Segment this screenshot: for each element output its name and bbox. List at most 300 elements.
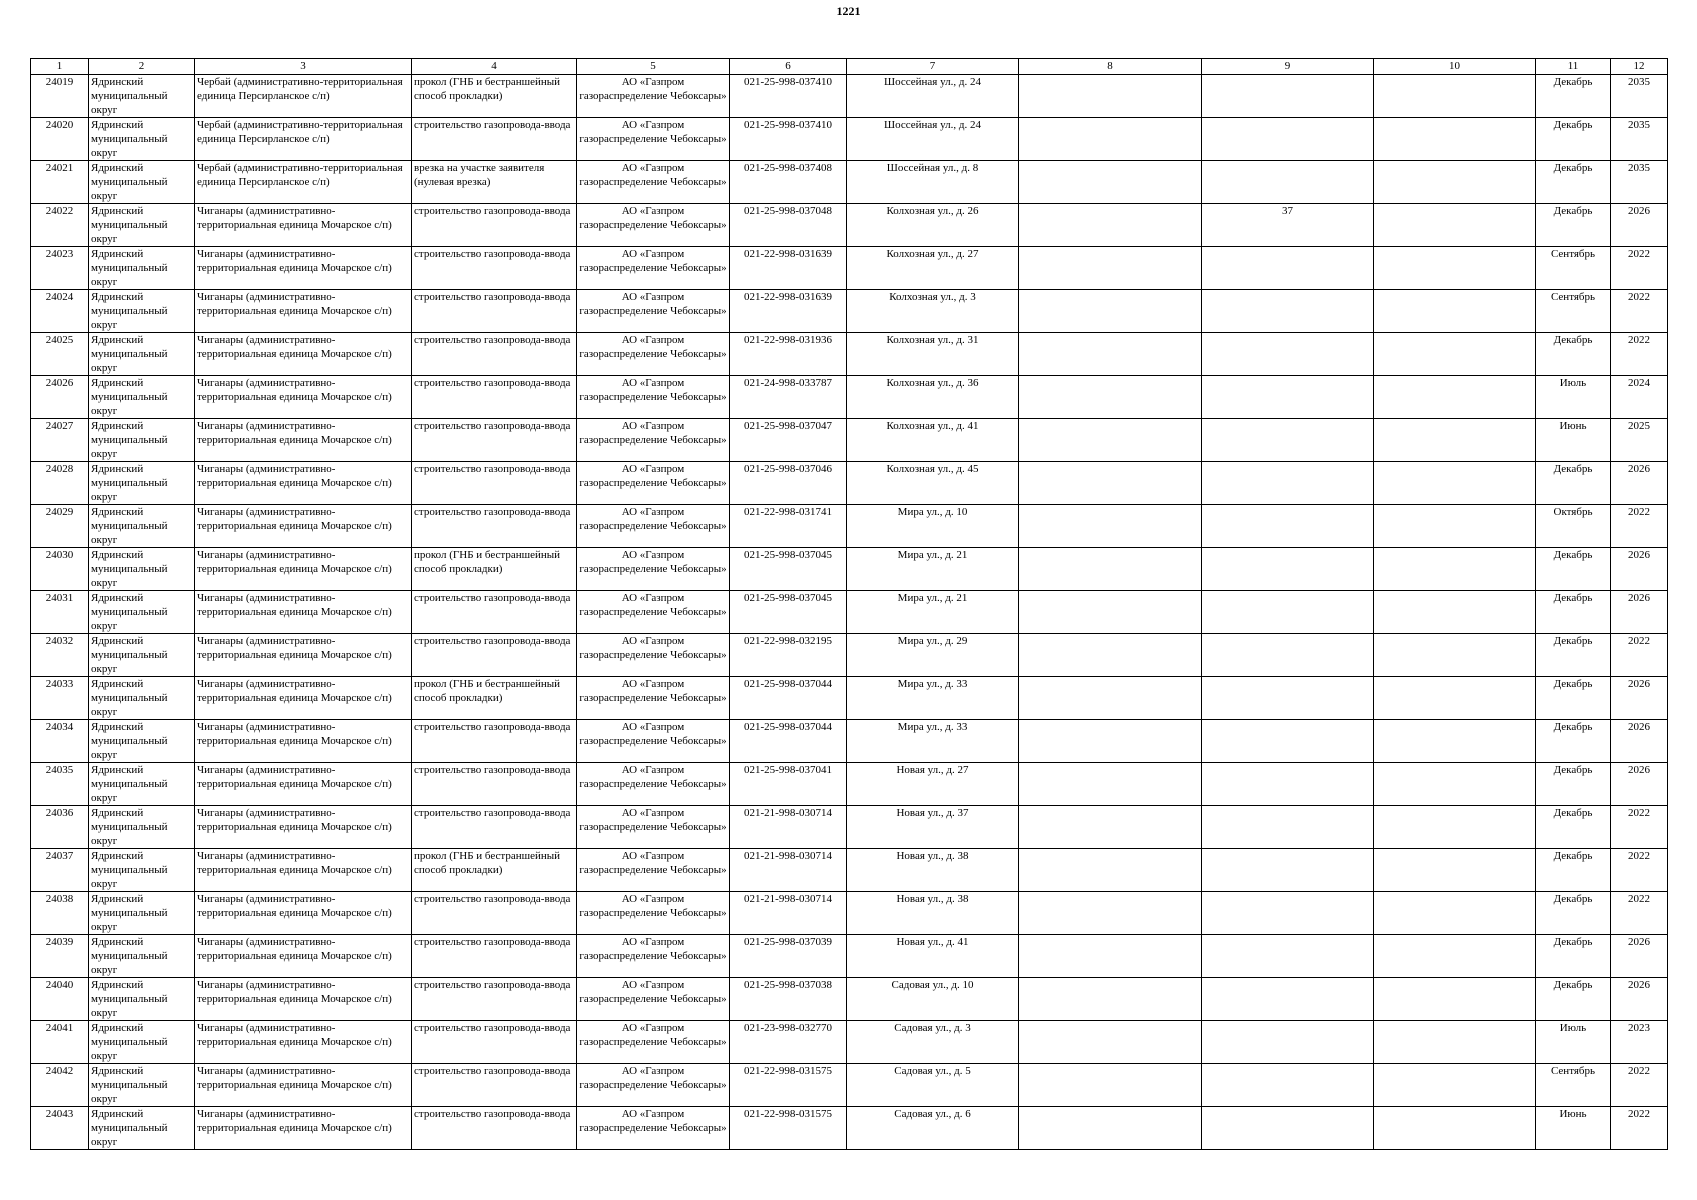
cell-text: 021-22-998-031936 [744, 334, 832, 346]
cell-row-number [31, 376, 89, 419]
cell-address [847, 333, 1019, 376]
cell-text: АО «Газпром газораспределение Чебоксары» [579, 162, 727, 188]
table-row [31, 1021, 1668, 1064]
cell-row-number [31, 763, 89, 806]
cell-work-type [412, 247, 577, 290]
cell-text: Колхозная ул., д. 31 [886, 334, 979, 346]
cell-organization [577, 763, 730, 806]
cell-text: 2035 [1628, 76, 1650, 88]
table-row [31, 892, 1668, 935]
column-header-2: 2 [89, 59, 195, 75]
cell-text: Чиганары (административно-территориальная единица Мочарское с/п) [197, 377, 392, 403]
cell-text: Декабрь [1553, 850, 1593, 862]
cell-request-number [730, 462, 847, 505]
cell-district [89, 1064, 195, 1107]
cell-text: Мира ул., д. 33 [897, 678, 968, 690]
cell-row-number [31, 677, 89, 720]
cell-text: Шоссейная ул., д. 24 [884, 76, 981, 88]
cell-settlement [195, 333, 412, 376]
cell-row-number [31, 720, 89, 763]
cell-work-type [412, 161, 577, 204]
cell-row-number [31, 290, 89, 333]
cell-text: строительство газопровода-ввода [414, 420, 571, 432]
cell-text: Декабрь [1553, 162, 1593, 174]
cell-col-8 [1019, 849, 1202, 892]
cell-district [89, 333, 195, 376]
cell-district [89, 806, 195, 849]
cell-organization [577, 806, 730, 849]
cell-text: Чиганары (административно-территориальная единица Мочарское с/п) [197, 936, 392, 962]
cell-text: 2035 [1628, 162, 1650, 174]
cell-year [1611, 204, 1668, 247]
cell-work-type [412, 849, 577, 892]
cell-text: строительство газопровода-ввода [414, 463, 571, 475]
cell-text: 2026 [1628, 205, 1650, 217]
cell-request-number [730, 1064, 847, 1107]
cell-address [847, 548, 1019, 591]
cell-text: прокол (ГНБ и бестраншейный способ прокладки) [414, 850, 561, 876]
cell-organization [577, 591, 730, 634]
table-row [31, 161, 1668, 204]
table-row [31, 505, 1668, 548]
cell-settlement [195, 75, 412, 118]
cell-col-10 [1374, 763, 1536, 806]
cell-address [847, 118, 1019, 161]
cell-text: строительство газопровода-ввода [414, 592, 571, 604]
cell-text: строительство газопровода-ввода [414, 291, 571, 303]
cell-organization [577, 892, 730, 935]
cell-month [1536, 763, 1611, 806]
cell-col-10 [1374, 591, 1536, 634]
cell-text: 021-21-998-030714 [744, 807, 832, 819]
cell-col-10 [1374, 806, 1536, 849]
cell-request-number [730, 806, 847, 849]
cell-text: 2024 [1628, 377, 1650, 389]
cell-row-number [31, 1107, 89, 1150]
cell-settlement [195, 1021, 412, 1064]
cell-work-type [412, 978, 577, 1021]
cell-work-type [412, 720, 577, 763]
cell-col-9 [1202, 75, 1374, 118]
cell-row-number [31, 978, 89, 1021]
cell-col-9 [1202, 591, 1374, 634]
table-row [31, 376, 1668, 419]
cell-text: 37 [1282, 205, 1293, 217]
cell-settlement [195, 462, 412, 505]
cell-work-type [412, 892, 577, 935]
cell-col-9 [1202, 505, 1374, 548]
cell-col-9 [1202, 290, 1374, 333]
cell-text: Чиганары (административно-территориальная единица Мочарское с/п) [197, 721, 392, 747]
cell-text: строительство газопровода-ввода [414, 1022, 571, 1034]
cell-text: 021-25-998-037044 [744, 721, 832, 733]
cell-col-8 [1019, 376, 1202, 419]
cell-col-10 [1374, 75, 1536, 118]
cell-request-number [730, 161, 847, 204]
cell-text: 021-22-998-031639 [744, 248, 832, 260]
cell-text: 2026 [1628, 936, 1650, 948]
table-row [31, 935, 1668, 978]
table-row [31, 290, 1668, 333]
cell-text: 021-22-998-031639 [744, 291, 832, 303]
cell-text: Чербай (административно-территориальная единица Персирланское с/п) [197, 119, 403, 145]
cell-text: АО «Газпром газораспределение Чебоксары» [579, 807, 727, 833]
cell-text: АО «Газпром газораспределение Чебоксары» [579, 549, 727, 575]
cell-organization [577, 978, 730, 1021]
cell-text: Колхозная ул., д. 3 [889, 291, 976, 303]
cell-row-number [31, 1064, 89, 1107]
cell-request-number [730, 75, 847, 118]
cell-col-8 [1019, 806, 1202, 849]
cell-work-type [412, 935, 577, 978]
cell-text: Шоссейная ул., д. 8 [886, 162, 979, 174]
cell-text: Декабрь [1553, 936, 1593, 948]
cell-text: 021-25-998-037044 [744, 678, 832, 690]
cell-text: 24026 [45, 377, 74, 389]
cell-text: Чиганары (административно-территориальная единица Мочарское с/п) [197, 1108, 392, 1134]
cell-text: Ядринский муниципальный округ [91, 936, 168, 976]
cell-text: 2022 [1628, 1108, 1650, 1120]
cell-text: Чиганары (административно-территориальная единица Мочарское с/п) [197, 592, 392, 618]
cell-settlement [195, 677, 412, 720]
cell-text: Ядринский муниципальный округ [91, 291, 168, 331]
cell-text: Ядринский муниципальный округ [91, 1065, 168, 1105]
cell-text: Ядринский муниципальный округ [91, 1022, 168, 1062]
cell-text: Колхозная ул., д. 41 [886, 420, 979, 432]
cell-text: АО «Газпром газораспределение Чебоксары» [579, 979, 727, 1005]
table-row [31, 548, 1668, 591]
cell-col-8 [1019, 935, 1202, 978]
cell-month [1536, 161, 1611, 204]
cell-text: АО «Газпром газораспределение Чебоксары» [579, 850, 727, 876]
cell-organization [577, 634, 730, 677]
cell-year [1611, 763, 1668, 806]
cell-address [847, 376, 1019, 419]
cell-text: 24031 [45, 592, 74, 604]
cell-text: Чербай (административно-территориальная единица Персирланское с/п) [197, 162, 403, 188]
cell-month [1536, 720, 1611, 763]
cell-col-9 [1202, 849, 1374, 892]
cell-text: Чиганары (административно-территориальная единица Мочарское с/п) [197, 764, 392, 790]
cell-text: строительство газопровода-ввода [414, 205, 571, 217]
cell-work-type [412, 634, 577, 677]
table-row [31, 849, 1668, 892]
cell-settlement [195, 763, 412, 806]
table-row [31, 763, 1668, 806]
cell-address [847, 591, 1019, 634]
table-row [31, 419, 1668, 462]
cell-text: Шоссейная ул., д. 24 [884, 119, 981, 131]
cell-text: Чиганары (административно-территориальная единица Мочарское с/п) [197, 635, 392, 661]
cell-text: Новая ул., д. 37 [896, 807, 969, 819]
cell-address [847, 763, 1019, 806]
column-header-10: 10 [1374, 59, 1536, 75]
cell-request-number [730, 118, 847, 161]
cell-request-number [730, 333, 847, 376]
cell-text: строительство газопровода-ввода [414, 377, 571, 389]
cell-text: АО «Газпром газораспределение Чебоксары» [579, 420, 727, 446]
cell-text: Ядринский муниципальный округ [91, 463, 168, 503]
cell-text: Садовая ул., д. 6 [894, 1108, 971, 1120]
cell-year [1611, 161, 1668, 204]
cell-address [847, 892, 1019, 935]
cell-text: 021-22-998-031575 [744, 1108, 832, 1120]
cell-month [1536, 1064, 1611, 1107]
cell-col-10 [1374, 548, 1536, 591]
cell-district [89, 763, 195, 806]
cell-text: строительство газопровода-ввода [414, 334, 571, 346]
cell-col-8 [1019, 247, 1202, 290]
cell-text: 24042 [45, 1065, 74, 1077]
cell-year [1611, 849, 1668, 892]
cell-text: строительство газопровода-ввода [414, 635, 571, 647]
cell-text: 2026 [1628, 678, 1650, 690]
column-header-4: 4 [412, 59, 577, 75]
cell-district [89, 634, 195, 677]
cell-text: 021-21-998-030714 [744, 893, 832, 905]
cell-col-8 [1019, 892, 1202, 935]
cell-col-10 [1374, 677, 1536, 720]
cell-col-9 [1202, 935, 1374, 978]
column-header-8: 8 [1019, 59, 1202, 75]
cell-address [847, 720, 1019, 763]
cell-request-number [730, 892, 847, 935]
cell-text: Ядринский муниципальный округ [91, 205, 168, 245]
cell-address [847, 75, 1019, 118]
cell-row-number [31, 634, 89, 677]
cell-district [89, 419, 195, 462]
cell-text: 2022 [1628, 850, 1650, 862]
cell-request-number [730, 978, 847, 1021]
cell-request-number [730, 290, 847, 333]
cell-text: строительство газопровода-ввода [414, 506, 571, 518]
cell-text: Ядринский муниципальный округ [91, 420, 168, 460]
cell-text: 2022 [1628, 291, 1650, 303]
cell-request-number [730, 720, 847, 763]
page-number: 1221 [836, 4, 861, 18]
cell-year [1611, 1064, 1668, 1107]
cell-text: Мира ул., д. 10 [897, 506, 968, 518]
cell-text: строительство газопровода-ввода [414, 119, 571, 131]
cell-text: строительство газопровода-ввода [414, 721, 571, 733]
table-row [31, 806, 1668, 849]
cell-address [847, 419, 1019, 462]
cell-address [847, 1107, 1019, 1150]
cell-col-9 [1202, 720, 1374, 763]
cell-col-10 [1374, 1064, 1536, 1107]
cell-text: 2025 [1628, 420, 1650, 432]
cell-request-number [730, 935, 847, 978]
cell-row-number [31, 892, 89, 935]
cell-text: 2026 [1628, 979, 1650, 991]
cell-row-number [31, 462, 89, 505]
cell-text: 2022 [1628, 807, 1650, 819]
cell-col-9 [1202, 892, 1374, 935]
cell-text: Декабрь [1553, 721, 1593, 733]
cell-text: Ядринский муниципальный округ [91, 119, 168, 159]
cell-organization [577, 161, 730, 204]
cell-text: 24036 [45, 807, 74, 819]
cell-row-number [31, 548, 89, 591]
cell-text: 24030 [45, 549, 74, 561]
cell-text: 24027 [45, 420, 74, 432]
cell-col-10 [1374, 1107, 1536, 1150]
cell-text: Июнь [1559, 420, 1587, 432]
cell-col-10 [1374, 376, 1536, 419]
cell-row-number [31, 849, 89, 892]
cell-address [847, 505, 1019, 548]
cell-text: Ядринский муниципальный округ [91, 678, 168, 718]
cell-text: 24034 [45, 721, 74, 733]
cell-district [89, 935, 195, 978]
cell-text: Ядринский муниципальный округ [91, 506, 168, 546]
cell-text: 24032 [45, 635, 74, 647]
cell-row-number [31, 204, 89, 247]
cell-row-number [31, 1021, 89, 1064]
cell-month [1536, 892, 1611, 935]
cell-text: Сентябрь [1550, 1065, 1596, 1077]
cell-col-10 [1374, 634, 1536, 677]
cell-address [847, 849, 1019, 892]
cell-text: АО «Газпром газораспределение Чебоксары» [579, 205, 727, 231]
cell-work-type [412, 677, 577, 720]
cell-district [89, 1107, 195, 1150]
cell-text: Новая ул., д. 27 [896, 764, 969, 776]
cell-text: 24033 [45, 678, 74, 690]
cell-text: Ядринский муниципальный округ [91, 162, 168, 202]
cell-text: Садовая ул., д. 3 [894, 1022, 971, 1034]
cell-text: АО «Газпром газораспределение Чебоксары» [579, 678, 727, 704]
cell-text: Садовая ул., д. 10 [891, 979, 974, 991]
cell-text: 24041 [45, 1022, 74, 1034]
cell-year [1611, 462, 1668, 505]
cell-col-9 [1202, 333, 1374, 376]
cell-month [1536, 978, 1611, 1021]
cell-text: Ядринский муниципальный округ [91, 592, 168, 632]
cell-text: Декабрь [1553, 119, 1593, 131]
cell-settlement [195, 1107, 412, 1150]
cell-text: АО «Газпром газораспределение Чебоксары» [579, 1022, 727, 1048]
cell-year [1611, 935, 1668, 978]
cell-organization [577, 376, 730, 419]
cell-request-number [730, 634, 847, 677]
cell-text: прокол (ГНБ и бестраншейный способ прокладки) [414, 549, 561, 575]
cell-organization [577, 935, 730, 978]
cell-settlement [195, 591, 412, 634]
cell-text: Чиганары (административно-территориальная единица Мочарское с/п) [197, 979, 392, 1005]
cell-text: Декабрь [1553, 807, 1593, 819]
cell-col-9 [1202, 1064, 1374, 1107]
cell-row-number [31, 75, 89, 118]
cell-text: Чиганары (административно-территориальная единица Мочарское с/п) [197, 334, 392, 360]
table-row [31, 462, 1668, 505]
cell-settlement [195, 1064, 412, 1107]
cell-text: АО «Газпром газораспределение Чебоксары» [579, 592, 727, 618]
cell-text: 24039 [45, 936, 74, 948]
cell-organization [577, 505, 730, 548]
cell-col-9 [1202, 462, 1374, 505]
cell-text: Декабрь [1553, 893, 1593, 905]
cell-district [89, 505, 195, 548]
cell-text: 2035 [1628, 119, 1650, 131]
cell-text: Декабрь [1553, 463, 1593, 475]
cell-row-number [31, 505, 89, 548]
cell-col-10 [1374, 1021, 1536, 1064]
cell-text: 021-22-998-031741 [744, 506, 832, 518]
cell-settlement [195, 419, 412, 462]
cell-request-number [730, 849, 847, 892]
table-row [31, 247, 1668, 290]
column-header-9: 9 [1202, 59, 1374, 75]
cell-text: АО «Газпром газораспределение Чебоксары» [579, 893, 727, 919]
cell-col-8 [1019, 204, 1202, 247]
cell-year [1611, 892, 1668, 935]
cell-text: Ядринский муниципальный округ [91, 979, 168, 1019]
cell-year [1611, 505, 1668, 548]
cell-month [1536, 591, 1611, 634]
cell-text: Декабрь [1553, 979, 1593, 991]
cell-text: 021-25-998-037045 [744, 592, 832, 604]
cell-settlement [195, 290, 412, 333]
cell-text: 021-22-998-032195 [744, 635, 832, 647]
cell-col-10 [1374, 333, 1536, 376]
cell-year [1611, 548, 1668, 591]
cell-organization [577, 118, 730, 161]
cell-text: АО «Газпром газораспределение Чебоксары» [579, 635, 727, 661]
cell-address [847, 677, 1019, 720]
cell-text: Июль [1559, 1022, 1587, 1034]
cell-request-number [730, 591, 847, 634]
cell-text: 021-21-998-030714 [744, 850, 832, 862]
cell-month [1536, 1107, 1611, 1150]
cell-text: строительство газопровода-ввода [414, 807, 571, 819]
cell-col-10 [1374, 892, 1536, 935]
cell-text: Чиганары (административно-территориальная единица Мочарское с/п) [197, 893, 392, 919]
table-row [31, 1064, 1668, 1107]
cell-address [847, 1064, 1019, 1107]
cell-text: 24037 [45, 850, 74, 862]
cell-text: Ядринский муниципальный округ [91, 850, 168, 890]
cell-text: 021-22-998-031575 [744, 1065, 832, 1077]
cell-col-9 [1202, 634, 1374, 677]
cell-address [847, 634, 1019, 677]
cell-text: АО «Газпром газораспределение Чебоксары» [579, 1065, 727, 1091]
cell-text: Мира ул., д. 29 [897, 635, 968, 647]
cell-row-number [31, 247, 89, 290]
cell-work-type [412, 75, 577, 118]
cell-year [1611, 118, 1668, 161]
cell-address [847, 462, 1019, 505]
cell-col-8 [1019, 161, 1202, 204]
cell-year [1611, 247, 1668, 290]
cell-district [89, 591, 195, 634]
cell-work-type [412, 462, 577, 505]
cell-text: Ядринский муниципальный округ [91, 549, 168, 589]
cell-request-number [730, 763, 847, 806]
cell-col-8 [1019, 419, 1202, 462]
cell-year [1611, 806, 1668, 849]
column-header-7: 7 [847, 59, 1019, 75]
cell-text: 2022 [1628, 635, 1650, 647]
cell-work-type [412, 1021, 577, 1064]
cell-year [1611, 634, 1668, 677]
cell-text: Июнь [1559, 1108, 1587, 1120]
column-header-3: 3 [195, 59, 412, 75]
cell-text: Мира ул., д. 21 [897, 549, 968, 561]
cell-text: Новая ул., д. 38 [896, 893, 969, 905]
cell-text: 24019 [45, 76, 74, 88]
cell-settlement [195, 849, 412, 892]
